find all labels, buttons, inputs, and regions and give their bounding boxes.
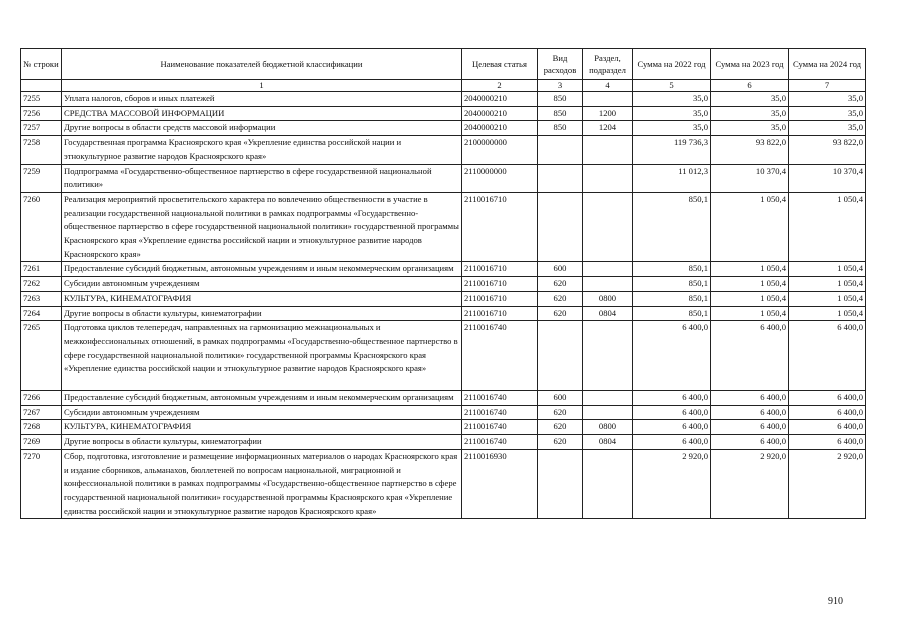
table-row (21, 277, 866, 292)
section-cell: 0804 (583, 435, 633, 450)
row-number-cell: 7268 (21, 420, 62, 435)
section-cell: 0800 (583, 420, 633, 435)
sum-2023-cell: 1 050,4 (711, 306, 789, 321)
target-article-cell: 2040000210 (462, 121, 538, 136)
table-row (21, 136, 866, 164)
expense-type-cell: 620 (538, 291, 583, 306)
sum-2022-cell: 6 400,0 (633, 391, 711, 406)
sum-2024-cell: 35,0 (789, 121, 866, 136)
table-row (21, 420, 866, 435)
expense-type-cell: 620 (538, 420, 583, 435)
sum-2024-cell: 1 050,4 (789, 192, 866, 262)
section-cell (583, 136, 633, 164)
row-number-cell: 7255 (21, 92, 62, 107)
header-sum-2022: Сумма на 2022 год (633, 49, 711, 80)
page-number: 910 (828, 596, 843, 607)
sum-2022-cell: 850,1 (633, 291, 711, 306)
section-cell: 0804 (583, 306, 633, 321)
expense-type-cell (538, 192, 583, 262)
section-cell (583, 321, 633, 391)
section-cell: 1204 (583, 121, 633, 136)
indicator-name-cell: Уплата налогов, сборов и иных платежей (62, 92, 462, 107)
table-row (21, 291, 866, 306)
sum-2023-cell: 35,0 (711, 92, 789, 107)
table-row (21, 306, 866, 321)
column-number: 6 (711, 80, 789, 92)
column-number: 2 (462, 80, 538, 92)
indicator-name-cell: КУЛЬТУРА, КИНЕМАТОГРАФИЯ (62, 291, 462, 306)
sum-2023-cell: 6 400,0 (711, 420, 789, 435)
indicator-name-cell: Реализация мероприятий просветительского характера по вовлечению общественности в участие в реализации государственной национальной политики в рамках подпрограммы «Государственно-общественное партнерство в сфере государственной национальной политики» государственной программы Красноярского края «Укрепление единства российской нации и этнокультурное развитие народов Красноярского края» (62, 192, 462, 262)
row-number-cell: 7265 (21, 321, 62, 391)
expense-type-cell: 620 (538, 405, 583, 420)
expense-type-cell: 850 (538, 106, 583, 121)
expense-type-cell (538, 164, 583, 192)
expense-type-cell: 600 (538, 391, 583, 406)
sum-2023-cell: 1 050,4 (711, 192, 789, 262)
expense-type-cell: 620 (538, 306, 583, 321)
section-cell (583, 92, 633, 107)
sum-2024-cell: 6 400,0 (789, 321, 866, 391)
row-number-cell: 7263 (21, 291, 62, 306)
row-number-cell: 7260 (21, 192, 62, 262)
table-row (21, 92, 866, 107)
table-row (21, 262, 866, 277)
target-article-cell: 2110000000 (462, 164, 538, 192)
target-article-cell: 2110016740 (462, 435, 538, 450)
sum-2024-cell: 93 822,0 (789, 136, 866, 164)
sum-2024-cell: 35,0 (789, 106, 866, 121)
column-number: 7 (789, 80, 866, 92)
sum-2024-cell: 1 050,4 (789, 277, 866, 292)
sum-2023-cell: 1 050,4 (711, 262, 789, 277)
sum-2022-cell: 35,0 (633, 92, 711, 107)
section-cell (583, 192, 633, 262)
sum-2023-cell: 6 400,0 (711, 435, 789, 450)
header-row (21, 49, 866, 80)
row-number-cell: 7256 (21, 106, 62, 121)
section-cell: 1200 (583, 106, 633, 121)
section-cell (583, 164, 633, 192)
row-number-cell: 7269 (21, 435, 62, 450)
section-cell (583, 262, 633, 277)
sum-2023-cell: 35,0 (711, 106, 789, 121)
indicator-name-cell: Государственная программа Красноярского края «Укрепление единства российской нации и этнокультурное развитие народов Красноярского края» (62, 136, 462, 164)
sum-2022-cell: 6 400,0 (633, 420, 711, 435)
target-article-cell: 2110016740 (462, 405, 538, 420)
sum-2022-cell: 6 400,0 (633, 435, 711, 450)
sum-2024-cell: 6 400,0 (789, 435, 866, 450)
header-section: Раздел, подраздел (583, 49, 633, 80)
sum-2022-cell: 6 400,0 (633, 405, 711, 420)
row-number-cell: 7257 (21, 121, 62, 136)
sum-2023-cell: 6 400,0 (711, 391, 789, 406)
indicator-name-cell: Субсидии автономным учреждениям (62, 405, 462, 420)
column-number: 3 (538, 80, 583, 92)
sum-2022-cell: 850,1 (633, 192, 711, 262)
sum-2022-cell: 35,0 (633, 106, 711, 121)
indicator-name-cell: Подготовка циклов телепередач, направленных на гармонизацию межнациональных и межконфессиональных отношений, в рамках подпрограммы «Государственно-общественное партнерство в сфере государственной национальной политики» государственной программы Красноярского края «Укрепление единства российской нации и этнокультурное развитие народов Красноярского края» (62, 321, 462, 391)
expense-type-cell (538, 321, 583, 391)
indicator-name-cell: Предоставление субсидий бюджетным, автономным учреждениям и иным некоммерческим организациям (62, 262, 462, 277)
target-article-cell: 2110016710 (462, 262, 538, 277)
section-cell (583, 405, 633, 420)
sum-2022-cell: 2 920,0 (633, 449, 711, 519)
indicator-name-cell: Предоставление субсидий бюджетным, автономным учреждениям и иным некоммерческим организациям (62, 391, 462, 406)
table-row (21, 449, 866, 519)
sum-2022-cell: 850,1 (633, 262, 711, 277)
indicator-name-cell: Сбор, подготовка, изготовление и размещение информационных материалов о народах Красноярского края и издание сборников, альманахов, бюллетеней по вопросам национальной, миграционной и конфессиональной политики в рамках подпрограммы «Государственно-общественное партнерство в сфере государственной национальной политики» государственной программы Красноярского края «Укрепление единства российской нации и этнокультурное развитие народов Красноярского края» (62, 449, 462, 519)
column-number: 1 (62, 80, 462, 92)
section-cell (583, 391, 633, 406)
budget-table (20, 48, 866, 519)
row-number-cell: 7261 (21, 262, 62, 277)
section-cell (583, 277, 633, 292)
table-row (21, 164, 866, 192)
table-row (21, 321, 866, 391)
sum-2022-cell: 11 012,3 (633, 164, 711, 192)
sum-2024-cell: 10 370,4 (789, 164, 866, 192)
expense-type-cell: 620 (538, 435, 583, 450)
sum-2022-cell: 35,0 (633, 121, 711, 136)
header-expense-type: Вид расходов (538, 49, 583, 80)
column-number: 5 (633, 80, 711, 92)
sum-2024-cell: 1 050,4 (789, 306, 866, 321)
row-number-cell: 7259 (21, 164, 62, 192)
target-article-cell: 2110016930 (462, 449, 538, 519)
table-row (21, 106, 866, 121)
budget-table-page (20, 48, 865, 519)
expense-type-cell (538, 136, 583, 164)
target-article-cell: 2110016740 (462, 321, 538, 391)
sum-2024-cell: 1 050,4 (789, 291, 866, 306)
target-article-cell: 2110016740 (462, 420, 538, 435)
expense-type-cell: 600 (538, 262, 583, 277)
sum-2022-cell: 850,1 (633, 306, 711, 321)
indicator-name-cell: Другие вопросы в области средств массовой информации (62, 121, 462, 136)
indicator-name-cell: Другие вопросы в области культуры, кинематографии (62, 306, 462, 321)
indicator-name-cell: СРЕДСТВА МАССОВОЙ ИНФОРМАЦИИ (62, 106, 462, 121)
sum-2024-cell: 2 920,0 (789, 449, 866, 519)
expense-type-cell (538, 449, 583, 519)
column-number: 4 (583, 80, 633, 92)
target-article-cell: 2110016710 (462, 192, 538, 262)
section-cell (583, 449, 633, 519)
table-row (21, 192, 866, 262)
sum-2023-cell: 1 050,4 (711, 277, 789, 292)
sum-2024-cell: 35,0 (789, 92, 866, 107)
table-row (21, 121, 866, 136)
target-article-cell: 2100000000 (462, 136, 538, 164)
column-number-row (21, 80, 866, 92)
sum-2023-cell: 1 050,4 (711, 291, 789, 306)
sum-2024-cell: 1 050,4 (789, 262, 866, 277)
sum-2023-cell: 10 370,4 (711, 164, 789, 192)
header-sum-2024: Сумма на 2024 год (789, 49, 866, 80)
sum-2022-cell: 6 400,0 (633, 321, 711, 391)
sum-2024-cell: 6 400,0 (789, 405, 866, 420)
target-article-cell: 2110016740 (462, 391, 538, 406)
indicator-name-cell: Подпрограмма «Государственно-общественное партнерство в сфере государственной национальной политики» (62, 164, 462, 192)
row-number-cell: 7264 (21, 306, 62, 321)
sum-2022-cell: 850,1 (633, 277, 711, 292)
target-article-cell: 2110016710 (462, 306, 538, 321)
sum-2023-cell: 93 822,0 (711, 136, 789, 164)
section-cell: 0800 (583, 291, 633, 306)
expense-type-cell: 850 (538, 92, 583, 107)
target-article-cell: 2040000210 (462, 106, 538, 121)
indicator-name-cell: Субсидии автономным учреждениям (62, 277, 462, 292)
target-article-cell: 2110016710 (462, 277, 538, 292)
header-target: Целевая статья (462, 49, 538, 80)
header-row-no: № строки (21, 49, 62, 80)
table-row (21, 391, 866, 406)
table-row (21, 435, 866, 450)
row-number-cell: 7262 (21, 277, 62, 292)
table-row (21, 405, 866, 420)
sum-2023-cell: 35,0 (711, 121, 789, 136)
row-number-cell: 7267 (21, 405, 62, 420)
header-sum-2023: Сумма на 2023 год (711, 49, 789, 80)
row-number-cell: 7258 (21, 136, 62, 164)
target-article-cell: 2040000210 (462, 92, 538, 107)
sum-2024-cell: 6 400,0 (789, 420, 866, 435)
header-name: Наименование показателей бюджетной классификации (62, 49, 462, 80)
column-number-empty (21, 80, 62, 92)
sum-2023-cell: 2 920,0 (711, 449, 789, 519)
sum-2022-cell: 119 736,3 (633, 136, 711, 164)
indicator-name-cell: Другие вопросы в области культуры, кинематографии (62, 435, 462, 450)
row-number-cell: 7266 (21, 391, 62, 406)
target-article-cell: 2110016710 (462, 291, 538, 306)
row-number-cell: 7270 (21, 449, 62, 519)
sum-2023-cell: 6 400,0 (711, 405, 789, 420)
expense-type-cell: 620 (538, 277, 583, 292)
sum-2024-cell: 6 400,0 (789, 391, 866, 406)
sum-2023-cell: 6 400,0 (711, 321, 789, 391)
indicator-name-cell: КУЛЬТУРА, КИНЕМАТОГРАФИЯ (62, 420, 462, 435)
expense-type-cell: 850 (538, 121, 583, 136)
